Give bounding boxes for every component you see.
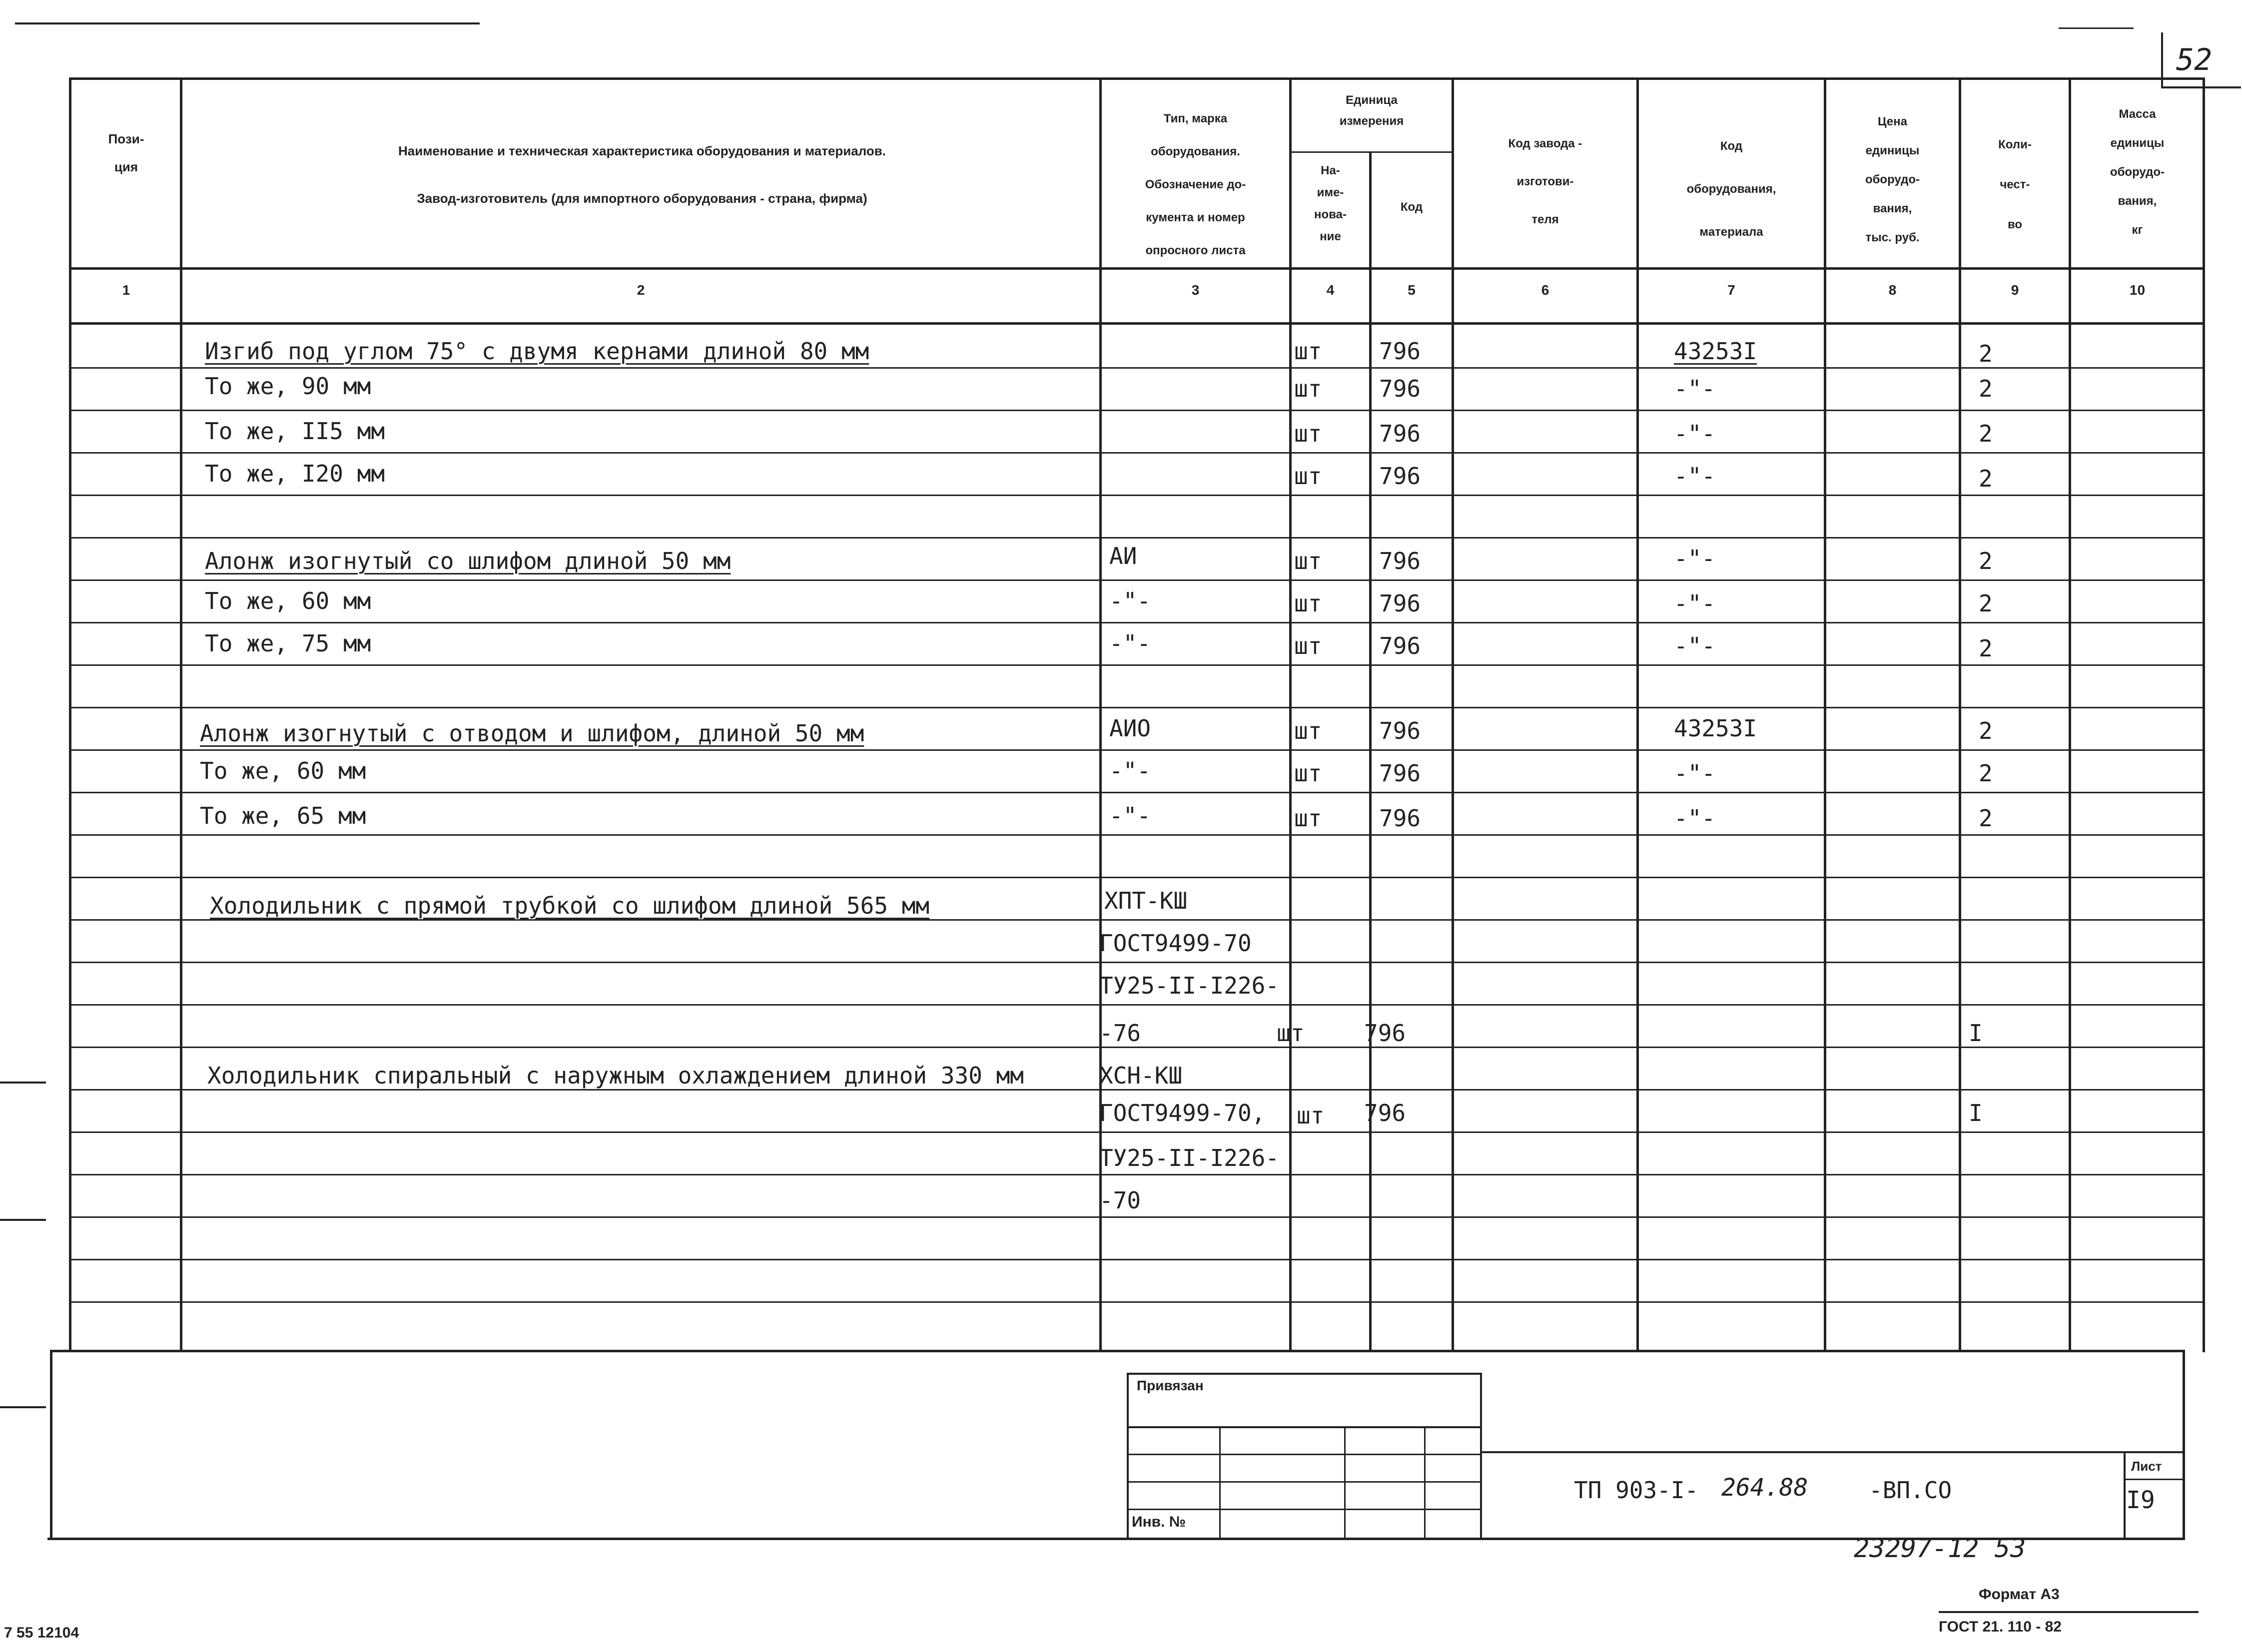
- header-position: Пози- ция: [108, 131, 144, 174]
- row-code: 796: [1379, 375, 1421, 402]
- corner-box-bottom: [2161, 86, 2241, 88]
- row-qty: 2: [1979, 375, 1993, 402]
- header-material-code: Код оборудования, материала: [1686, 139, 1776, 239]
- row-type: АИ: [1109, 543, 1137, 569]
- row-qty: 2: [1979, 465, 1993, 492]
- row-type: -"-: [1109, 757, 1151, 784]
- header-unit-name: На- име- нова- ние: [1314, 164, 1347, 243]
- header-price: Цена единицы оборудо- вания, тыс. руб.: [1865, 115, 1920, 244]
- privyazan-sep-1: [1219, 1426, 1221, 1539]
- row-qty: 2: [1979, 340, 1993, 367]
- row-name: Холодильник с прямой трубкой со шлифом длиной 565 мм: [210, 892, 930, 919]
- row-line: [70, 792, 2204, 793]
- row-line: [70, 1301, 2204, 1303]
- colnum-4: 4: [1326, 282, 1335, 298]
- header-quantity: Коли- чест- во: [1998, 138, 2032, 231]
- sheet-corner-number: 52: [2176, 42, 2213, 77]
- margin-tick: [0, 1406, 46, 1408]
- colnum-10: 10: [2129, 282, 2146, 298]
- row-line: [70, 962, 2204, 963]
- row-code: 796: [1379, 805, 1421, 832]
- row-unit: шт: [1294, 590, 1322, 617]
- row-name: То же, I20 мм: [205, 460, 385, 487]
- row-material: -"-: [1674, 420, 1716, 447]
- row-unit: шт: [1294, 805, 1322, 832]
- header-mass: Масса единицы оборудо- вания, кг: [2110, 107, 2165, 237]
- row-type: -"-: [1109, 587, 1151, 614]
- unit-subheader-line: [1289, 151, 1454, 153]
- gost-label: ГОСТ 21. 110 - 82: [1939, 1619, 2062, 1635]
- colnum-6: 6: [1541, 282, 1549, 298]
- row-type: ТУ25-II-I226-: [1099, 972, 1280, 999]
- row-code: 796: [1364, 1100, 1406, 1126]
- header-manufacturer-code: Код завода - изготови- теля: [1508, 137, 1582, 226]
- left-footer-code: 7 55 12104: [4, 1625, 79, 1641]
- col-sep-6: [1636, 77, 1639, 1352]
- header-name: Наименование и техническая характеристика оборудования и материалов. Завод-изготовитель (для импортного оборудования - страна, фирма): [398, 143, 886, 206]
- top-edge-line-right: [2059, 27, 2134, 29]
- row-qty: I: [1969, 1020, 1983, 1047]
- designation-top: [1480, 1451, 2185, 1453]
- row-material: -"-: [1674, 805, 1716, 832]
- row-type: ГОСТ9499-70: [1099, 930, 1252, 957]
- row-qty: 2: [1979, 760, 1993, 787]
- row-qty: 2: [1979, 590, 1993, 617]
- row-line: [70, 537, 2204, 539]
- row-name: Алонж изогнутый со шлифом длиной 50 мм: [205, 548, 731, 574]
- col-sep-7: [1824, 77, 1826, 1352]
- col-sep-1: [180, 77, 182, 1352]
- privyazan-left: [1127, 1373, 1129, 1539]
- row-name: То же, 60 мм: [205, 587, 371, 614]
- row-material: -"-: [1674, 463, 1716, 490]
- colnum-8: 8: [1888, 282, 1897, 298]
- header-unit: Единица измерения: [1339, 93, 1404, 128]
- row-line: [70, 1259, 2204, 1260]
- row-unit: шт: [1294, 338, 1322, 365]
- row-unit: шт: [1294, 717, 1322, 744]
- row-unit: шт: [1294, 420, 1322, 447]
- colnum-bottom-border: [70, 322, 2204, 325]
- row-name: То же, II5 мм: [205, 418, 385, 445]
- row-unit: шт: [1297, 1102, 1325, 1129]
- row-line: [70, 834, 2204, 836]
- col-sep-3: [1289, 77, 1292, 1352]
- privyazan-label: Привязан: [1137, 1378, 1204, 1393]
- row-line: [70, 452, 2204, 454]
- privyazan-sep-2: [1344, 1426, 1346, 1539]
- row-code: 796: [1379, 548, 1421, 574]
- privyazan-right: [1480, 1373, 1482, 1539]
- list-number: I9: [2126, 1486, 2155, 1514]
- row-qty: 2: [1979, 805, 1993, 832]
- row-line: [70, 749, 2204, 751]
- row-type: ГОСТ9499-70,: [1099, 1100, 1266, 1126]
- row-unit: шт: [1294, 463, 1322, 490]
- colnum-3: 3: [1191, 282, 1200, 298]
- right-border: [2203, 77, 2205, 1352]
- row-line: [70, 1131, 2204, 1133]
- row-material: -"-: [1674, 632, 1716, 659]
- row-material: -"-: [1674, 545, 1716, 572]
- row-type: -70: [1099, 1187, 1141, 1214]
- col-sep-4: [1369, 151, 1372, 1352]
- privyazan-line-2: [1127, 1426, 1482, 1428]
- row-code: 796: [1379, 420, 1421, 447]
- row-line: [70, 664, 2204, 666]
- row-type: ТУ25-II-I226-: [1099, 1144, 1280, 1171]
- row-line: [70, 1004, 2204, 1006]
- row-name: Холодильник спиральный с наружным охлаждением длиной 330 мм: [207, 1062, 1024, 1089]
- row-line: [70, 622, 2204, 623]
- row-code: 796: [1379, 760, 1421, 787]
- row-type: -"-: [1109, 630, 1151, 657]
- footer-line: [1939, 1611, 2199, 1613]
- row-qty: 2: [1979, 420, 1993, 447]
- stamp-left: [50, 1350, 52, 1540]
- header-bottom-border: [70, 267, 2204, 270]
- left-border: [69, 77, 71, 1352]
- margin-tick: [0, 1082, 46, 1084]
- row-line: [70, 367, 2204, 369]
- row-unit: шт: [1294, 632, 1322, 659]
- format-label: Формат А3: [1979, 1586, 2060, 1603]
- row-code: 796: [1379, 717, 1421, 744]
- stamp-right: [2183, 1350, 2185, 1540]
- row-type: ХПТ-КШ: [1104, 887, 1188, 914]
- row-type: АИО: [1109, 715, 1151, 742]
- row-qty: 2: [1979, 635, 1993, 662]
- privyazan-line-3: [1127, 1454, 1482, 1455]
- row-unit: шт: [1294, 375, 1322, 402]
- row-name: То же, 60 мм: [200, 757, 366, 784]
- row-code: 796: [1379, 338, 1421, 365]
- row-qty: I: [1969, 1100, 1983, 1126]
- row-name: Изгиб под углом 75° с двумя кернами длиной 80 мм: [205, 338, 869, 365]
- top-edge-line: [15, 22, 480, 24]
- row-material: 43253I: [1674, 338, 1757, 365]
- row-code: 796: [1379, 632, 1421, 659]
- row-line: [70, 579, 2204, 581]
- list-label: Лист: [2131, 1459, 2162, 1474]
- inv-number-label: Инв. №: [1132, 1514, 1186, 1530]
- row-line: [70, 877, 2204, 878]
- row-unit: шт: [1294, 548, 1322, 574]
- row-code: 796: [1379, 590, 1421, 617]
- row-name: Алонж изогнутый с отводом и шлифом, длиной 50 мм: [200, 720, 864, 747]
- doc-code-handwritten: 264.88: [1721, 1474, 1808, 1502]
- privyazan-line-4: [1127, 1481, 1482, 1483]
- privyazan-sep-3: [1424, 1426, 1426, 1539]
- colnum-2: 2: [637, 282, 645, 298]
- row-type: -"-: [1109, 802, 1151, 829]
- row-line: [70, 410, 2204, 411]
- handwritten-inventory-number: 23297-12 53: [1854, 1534, 2026, 1564]
- row-material: -"-: [1674, 375, 1716, 402]
- margin-tick: [0, 1219, 46, 1221]
- row-line: [70, 707, 2204, 708]
- list-box-left: [2124, 1451, 2126, 1539]
- doc-suffix: -ВП.СО: [1869, 1477, 1952, 1504]
- col-sep-5: [1452, 77, 1454, 1352]
- row-material: -"-: [1674, 590, 1716, 617]
- table-bottom-border: [50, 1350, 2184, 1352]
- row-line: [70, 1216, 2204, 1218]
- header-unit-code: Код: [1400, 200, 1423, 214]
- doc-code: ТП 903-I-: [1574, 1477, 1699, 1504]
- header-type: Тип, марка оборудования. Обозначение до- кумента и номер опросного листа: [1145, 112, 1246, 257]
- row-material: 43253I: [1674, 715, 1757, 742]
- col-sep-8: [1959, 77, 1961, 1352]
- row-line: [70, 495, 2204, 496]
- row-name: То же, 75 мм: [205, 630, 371, 657]
- row-type: ХСН-КШ: [1099, 1062, 1183, 1089]
- colnum-7: 7: [1727, 282, 1735, 298]
- row-code: 796: [1364, 1020, 1406, 1047]
- colnum-1: 1: [122, 282, 130, 298]
- row-material: -"-: [1674, 760, 1716, 787]
- colnum-9: 9: [2011, 282, 2019, 298]
- row-type: -76: [1099, 1020, 1141, 1047]
- row-qty: 2: [1979, 717, 1993, 744]
- row-unit: шт: [1294, 760, 1322, 787]
- row-name: То же, 65 мм: [200, 802, 366, 829]
- privyazan-top: [1127, 1373, 1482, 1375]
- row-line: [70, 1174, 2204, 1175]
- table-top-border: [70, 77, 2204, 80]
- row-unit: шт: [1277, 1020, 1305, 1047]
- row-name: То же, 90 мм: [205, 373, 371, 400]
- col-sep-9: [2069, 77, 2071, 1352]
- row-qty: 2: [1979, 548, 1993, 574]
- colnum-5: 5: [1408, 282, 1416, 298]
- list-box-mid: [2124, 1479, 2185, 1480]
- row-code: 796: [1379, 463, 1421, 490]
- privyazan-line-5: [1127, 1509, 1482, 1510]
